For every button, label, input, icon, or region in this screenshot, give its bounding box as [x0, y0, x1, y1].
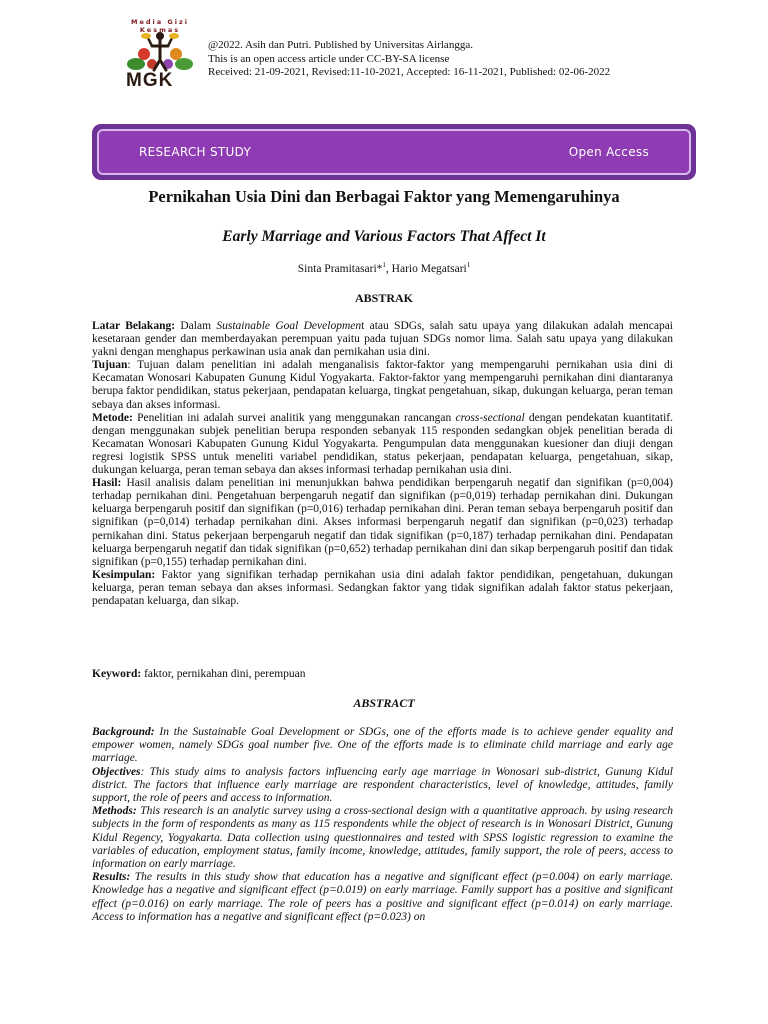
- journal-logo: [118, 18, 202, 92]
- kesimpulan-label: Kesimpulan:: [92, 568, 156, 581]
- results-label: Results:: [92, 871, 131, 884]
- author-1: Sinta Pramitasari*: [297, 262, 383, 275]
- copyright-line: @2022. Asih dan Putri. Published by Universitas Airlangga.: [208, 39, 473, 51]
- tujuan-text: : Tujuan dalam penelitian ini adalah menganalisis faktor-faktor yang mempengaruhi pernikahan usia dini di Kecamatan Wonosari Kabupaten Gunung Kidul Yogyakarta. Faktor-faktor yang mempengaruhi pernikahan dini diantaranya berupa faktor pendidikan, status pekerjaan, pendapatan keluarga, tingkat pengetahuan, sikap, dukungan keluarga, peran teman sebaya dan akses informasi.: [92, 359, 673, 411]
- latar-italic: Sustainable Goal Developmen: [216, 320, 362, 332]
- keyword-label: Keyword:: [92, 668, 142, 680]
- abstract-body: [92, 726, 673, 924]
- author-2-affiliation: 1: [466, 261, 471, 269]
- abstrak-latar-belakang: [92, 320, 673, 359]
- logo-arc-text: Media Gizi Kesmas: [131, 18, 189, 34]
- abstract-heading: ABSTRACT: [353, 696, 415, 710]
- abstrak-hasil: [92, 477, 673, 569]
- article-type-banner: [92, 124, 696, 180]
- metode-text-1: Penelitian ini adalah survei analitik yang menggunakan rancangan: [132, 411, 456, 424]
- abstract-methods: [92, 805, 673, 871]
- latar-text-2: t atau SDGs, salah satu upaya yang dilakukan adalah mencapai kesetaraan gender dan memberdayakan perempuan yaitu pada tujuan SDGs nomor lima. Salah satu upaya yang dilakukan yakni dengan menghapus perkawinan usia anak dan pernikahan usia dini.: [92, 320, 673, 359]
- abstrak-metode: [92, 412, 673, 477]
- abstract-objectives: [92, 766, 673, 806]
- metode-text-2: dengan pendekatan kuantitatif. dengan menggunakan subjek penelitian berupa responden sebanyak 115 responden sedangkan objek penelitian berada di Kecamatan Wonosari Kabupaten Gunung Kidul Yogyakarta. Pengumpulan data menggunakan kuesioner dan diuji dengan regresi logistik SPSS untuk meneliti variabel pendidikan, status pekerjaan, pendapatan keluarga, pengetahuan, sikap, dukungan keluarga, peran teman sebaya dan akses informasi terhadap pernikahan usia dini.: [92, 411, 673, 477]
- abstrak-kesimpulan: [92, 569, 673, 608]
- hasil-text: Hasil analisis dalam penelitian ini menunjukkan bahwa pendidikan berpengaruh negatif dan signifikan (p=0,004) terhadap pernikahan dini. Pengetahuan berpengaruh negatif dan signifikan (p=0,019) terhadap pernikahan dini. Dukungan keluarga berpengaruh positif dan signifikan (p=0,016) terhadap pernikahan dini. Peran teman sebaya berpengaruh positif dan signifikan (p=0,014) terhadap pernikahan dini. Akses informasi berpengaruh negatif dan signifikan (p=0,023) terhadap pernikahan dini. Status pekerjaan berpengaruh negatif dan tidak signifikan (p=0,187) terhadap pernikahan dini. Pendapatan keluarga berpengaruh negatif dan tidak signifikan (p=0,652) terhadap pernikahan dini dan sikap berpengaruh positif dan tidak signifikan (p=0,155) terhadap pernikahan dini.: [92, 477, 673, 568]
- methods-label: Methods:: [92, 805, 137, 818]
- abstract-background: [92, 726, 673, 766]
- keyword-text: faktor, pernikahan dini, perempuan: [141, 668, 306, 680]
- results-text: The results in this study show that education has a negative and significant effect (p=0.004) on early marriage. Knowledge has a negative and significant effect (p=0.019) on early marriage. Family support has a positive and significant effect (p=0.016) on early marriage. The role of peers has a positive and significant effect (p=0.014) on early marriage. Access to information has a negative and significant effect (p=0.023) on: [92, 871, 673, 923]
- author-list: [0, 261, 768, 275]
- abstract-results: [92, 871, 673, 924]
- license-line: This is an open access article under CC-BY-SA license: [208, 52, 450, 65]
- publication-info: [208, 39, 610, 80]
- background-text: In the Sustainable Goal Development or SDGs, one of the efforts made is to achieve gender equality and empower women, namely SDGs goal number five. One of the efforts made is to eliminate child marriage and early age marriage.: [92, 726, 673, 765]
- author-separator: ,: [385, 262, 392, 275]
- keyword-line: [92, 668, 306, 680]
- dates-line: Received: 21-09-2021, Revised:11-10-2021, Accepted: 16-11-2021, Published: 02-06-2022: [208, 66, 611, 78]
- objectives-text: : This study aims to analysis factors influencing early age marriage in Wonosari sub-district, Gunung Kidul district. The factors that influence early marriage are respondent characteristics, level of knowledge, attitudes, family support, the role of peers and access to information.: [92, 765, 673, 805]
- author-1-affiliation: 1: [382, 261, 386, 269]
- latar-label: Latar Belakang:: [92, 320, 176, 332]
- author-2: Hario Megatsari: [391, 262, 467, 275]
- abstrak-tujuan: [92, 359, 673, 411]
- article-title: Pernikahan Usia Dini dan Berbagai Faktor yang Memengaruhinya: [148, 187, 620, 206]
- objectives-label: Objectives: [92, 765, 141, 778]
- background-label: Background:: [92, 726, 155, 738]
- abstrak-heading: ABSTRAK: [354, 291, 413, 305]
- latar-text-1: Dalam: [175, 320, 217, 332]
- abstrak-body: [92, 320, 673, 608]
- article-type-label: RESEARCH STUDY: [139, 145, 252, 159]
- tujuan-label: Tujuan: [92, 359, 128, 372]
- hasil-label: Hasil:: [92, 477, 122, 490]
- metode-label: Metode:: [92, 411, 133, 424]
- banner-inner: [97, 129, 691, 175]
- kesimpulan-text: Faktor yang signifikan terhadap pernikahan usia dini adalah faktor pendidikan, pengetahuan, dukungan keluarga, peran teman sebaya dan akses informasi. Sedangkan faktor yang tidak signifikan adalah faktor status pekerjaan, pendapatan keluarga, dan sikap.: [92, 568, 673, 607]
- metode-italic: cross-sectional: [455, 411, 525, 424]
- methods-text: This research is an analytic survey using a cross-sectional design with a quantitative approach. by using research subjects in the form of respondents as many as 115 respondents while the object of research is in Wonosari District, Gunung Kidul Regency, Yogyakarta. Data collection using questionnaires and tested with SPSS logistic regression to examine the variables of education, employment status, family income, knowledge, attitudes, family support, the role of peers, access to information on early marriage.: [92, 805, 673, 871]
- logo-wordmark: MGK: [126, 70, 174, 91]
- open-access-label: Open Access: [568, 145, 649, 159]
- article-title-english: Early Marriage and Various Factors That Affect It: [222, 228, 546, 245]
